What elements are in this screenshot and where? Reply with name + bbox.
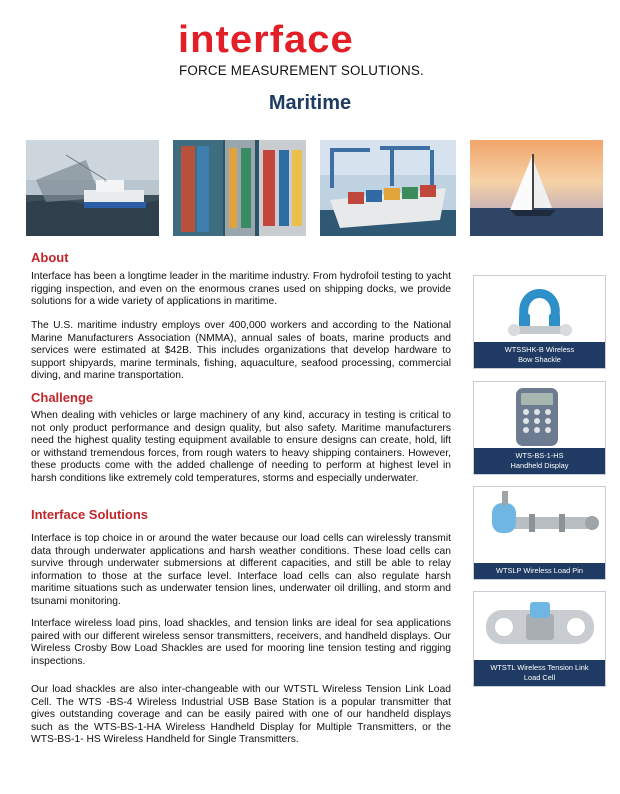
about-paragraph-2: The U.S. maritime industry employs over 400,000 workers and according to the National Marine Manufacturers Association (NMMA), annual sales of boats, marine products and services were estimated at $42B. This includes organizations that develop hardware to support shipyards, marine terminals, fishing, aquaculture, seafood processing, commercial diving, and marine transportation. [31,320,451,381]
container-ship-cranes-photo [320,140,456,236]
interface-logo [178,19,440,82]
solutions-heading: Interface Solutions [31,507,149,522]
logo-wordmark: interface [178,19,354,61]
about-paragraph-1: Interface has been a longtime leader in the maritime industry. From hydrofoil testing to yacht rigging inspection, and even on the enormous cranes used on shipping docks, we provide solutions for a wide variety of applications in maritime. [31,271,451,307]
bow-shackle-caption [474,342,605,368]
solutions-paragraph-2: Interface wireless load pins, load shackles, and tension links are ideal for sea applications paired with our different wireless sensor transmitters, receivers, and handheld displays. Our Wireless Crosby Bow Load Shackles are used for mooring line tension testing and rigging inspections. [31,618,451,667]
product-card-bow-shackle [473,275,606,369]
load-pin-icon [474,487,605,559]
handheld-display-icon [474,382,605,450]
solutions-paragraph-1: Interface is top choice in or around the water because our load cells can wirelessly transmit data through underwater applications and harsh weather conditions. These load cells can survive through underwater submersions at different capacities, and still be able to relay information to those at the surface level. Interface load cells can also regulate harsh maritime situations such as underwater tension lines, underwater oil drilling, and storm and tsunami monitoring. [31,533,451,607]
tension-link-caption-line-1: WTSTL Wireless Tension Link [490,663,589,672]
challenge-paragraph: When dealing with vehicles or large machinery of any kind, accuracy in testing is critical to not only product performance and design quality, but also safety. Maritime manufacturers need the highest quality testing equipment available to ensure designs can create, hold, lift or withstand tremendous forces, from rough waters to heavy shipping containers. However, these products come with the added challenge of needing to perform at highest level in harsh conditions like extremely cold temperatures, storms and especially underwater. [31,410,451,484]
product-card-load-pin [473,486,606,580]
load-pin-caption [474,563,605,580]
bow-shackle-caption-line-2: Bow Shackle [518,354,561,364]
product-card-tension-link [473,591,606,687]
handheld-display-caption-line-2: Handheld Display [510,460,569,470]
bow-shackle-icon [474,276,605,344]
challenge-heading: Challenge [31,390,94,405]
handheld-display-caption [474,448,605,474]
logo-tagline: FORCE MEASUREMENT SOLUTIONS. [179,63,424,78]
tension-link-icon [474,592,605,660]
product-card-handheld-display [473,381,606,475]
handheld-display-caption-line-1: WTS-BS-1-HS [515,451,564,460]
sailboat-sunset-photo [470,140,603,236]
about-heading: About [31,250,69,265]
fishing-trawler-photo [26,140,159,236]
bow-shackle-caption-line-1: WTSSHK-B Wireless [504,345,575,354]
container-port-aerial-photo [173,140,306,236]
solutions-paragraph-3: Our load shackles are also inter-changeable with our WTSTL Wireless Tension Link Load Cell. The WTS -BS-4 Wireless Industrial USB Base Station is a popular transmitter that gives outstanding coverage and can be easily paired with one of our handheld displays such as the WTS-BS-1-HA Wireless Handheld Display for Multiple Transmitters, or the WTS-BS-1- HS Wireless Handheld for Single Transmitters. [31,684,451,745]
tension-link-caption-line-2: Load Cell [523,672,556,682]
load-pin-caption-line-1: WTSLP Wireless Load Pin [496,565,583,575]
tension-link-caption [474,660,605,686]
page-title: Maritime [268,92,352,114]
